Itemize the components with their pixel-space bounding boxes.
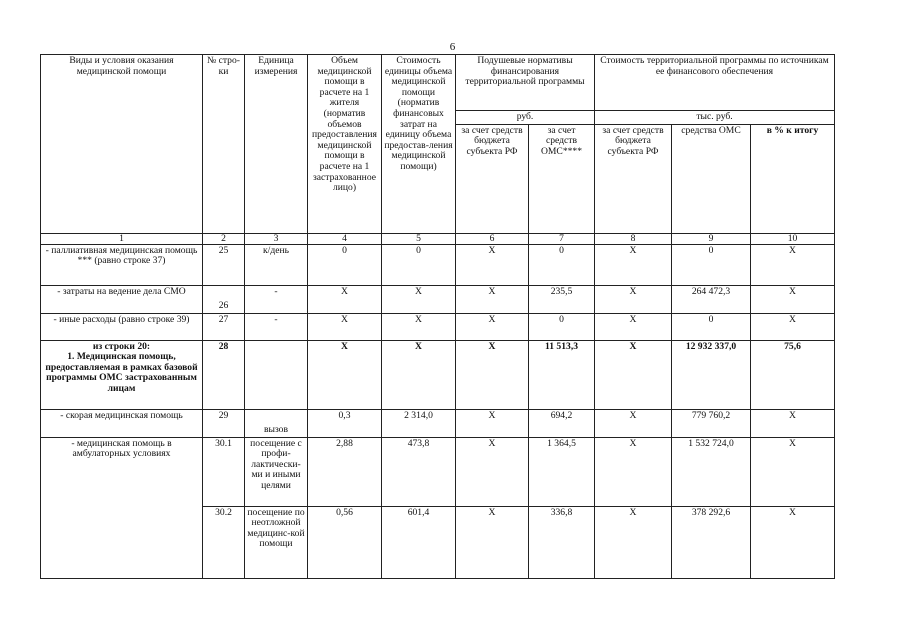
header-oms-rub: за счет средств ОМС**** [529, 124, 595, 233]
row-cost: 0 [382, 244, 456, 285]
row-unit [245, 340, 308, 409]
row-number: 30.1 [203, 437, 245, 506]
row-volume: 2,88 [308, 437, 382, 506]
row-volume: 0 [308, 244, 382, 285]
row-volume: 0,3 [308, 409, 382, 437]
row-percent: Х [751, 285, 835, 313]
row-kind: из строки 20: 1. Медицинская помощь, предоставляемая в рамках базовой программы ОМС застрахованным лицам [41, 340, 203, 409]
header-kind: Виды и условия оказания медицинской помощи [41, 55, 203, 234]
column-number: 3 [245, 233, 308, 244]
row-volume: Х [308, 313, 382, 340]
row-oms-total: 12 932 337,0 [672, 340, 751, 409]
row-volume: 0,56 [308, 506, 382, 578]
column-number: 2 [203, 233, 245, 244]
row-unit: посещение с профи-лактически-ми и иными целями [245, 437, 308, 506]
column-number: 6 [456, 233, 529, 244]
header-percapita-group: Подушевые нормативы финансирования территориальной программы [456, 55, 595, 111]
row-percent: Х [751, 437, 835, 506]
table-row [41, 340, 835, 409]
row-cost: 601,4 [382, 506, 456, 578]
row-percent: Х [751, 409, 835, 437]
row-oms-rub: 694,2 [529, 409, 595, 437]
table-row [41, 244, 835, 285]
row-kind: - медицинская помощь в амбулаторных условиях [41, 437, 203, 578]
row-budget-total: Х [595, 340, 672, 409]
row-budget-total: Х [595, 244, 672, 285]
row-oms-rub: 235,5 [529, 285, 595, 313]
row-budget-total: Х [595, 313, 672, 340]
column-number: 4 [308, 233, 382, 244]
row-kind: - затраты на ведение дела СМО [41, 285, 203, 313]
row-budget-rub: Х [456, 244, 529, 285]
row-budget-rub: Х [456, 409, 529, 437]
row-budget-total: Х [595, 285, 672, 313]
row-budget-total: Х [595, 409, 672, 437]
row-oms-rub: 0 [529, 244, 595, 285]
row-kind: - скорая медицинская помощь [41, 409, 203, 437]
header-budget-total: за счет средств бюджета субъекта РФ [595, 124, 672, 233]
row-oms-total: 0 [672, 313, 751, 340]
header-oms-total: средства ОМС [672, 124, 751, 233]
row-volume: Х [308, 285, 382, 313]
row-volume: Х [308, 340, 382, 409]
row-budget-rub: Х [456, 285, 529, 313]
row-oms-rub: 336,8 [529, 506, 595, 578]
row-cost: Х [382, 313, 456, 340]
row-oms-total: 264 472,3 [672, 285, 751, 313]
row-number: 28 [203, 340, 245, 409]
column-number: 8 [595, 233, 672, 244]
row-budget-rub: Х [456, 506, 529, 578]
row-budget-rub: Х [456, 437, 529, 506]
row-number: 27 [203, 313, 245, 340]
row-unit: посещение по неотложной медицинс-кой помощи [245, 506, 308, 578]
row-cost: 473,8 [382, 437, 456, 506]
table-row [41, 285, 835, 313]
header-cost: Стоимость единицы объема медицинской помощи (норматив финансовых затрат на единицу объема предостав-ления медицинской помощи) [382, 55, 456, 234]
row-budget-total: Х [595, 506, 672, 578]
header-percapita-unit: руб. [456, 111, 595, 125]
row-oms-rub: 11 513,3 [529, 340, 595, 409]
header-row-no: № стро-ки [203, 55, 245, 234]
row-cost: Х [382, 285, 456, 313]
header-unit: Единица измерения [245, 55, 308, 234]
header-total-unit: тыс. руб. [595, 111, 835, 125]
column-number: 9 [672, 233, 751, 244]
row-oms-rub: 0 [529, 313, 595, 340]
column-number: 7 [529, 233, 595, 244]
row-unit: - [245, 313, 308, 340]
row-kind: - иные расходы (равно строке 39) [41, 313, 203, 340]
row-unit: - [245, 285, 308, 313]
page-number: 6 [449, 41, 456, 53]
header-volume: Объем медицинской помощи в расчете на 1 жителя (норматив объемов предоставления медицинской помощи в расчете на 1 застрахованное лицо) [308, 55, 382, 234]
row-percent: Х [751, 313, 835, 340]
row-oms-total: 378 292,6 [672, 506, 751, 578]
row-percent: 75,6 [751, 340, 835, 409]
row-oms-total: 779 760,2 [672, 409, 751, 437]
header-budget-rub: за счет средств бюджета субъекта РФ [456, 124, 529, 233]
row-number: 25 [203, 244, 245, 285]
table-row [41, 437, 835, 506]
row-budget-rub: Х [456, 340, 529, 409]
column-number: 10 [751, 233, 835, 244]
row-cost: Х [382, 340, 456, 409]
row-budget-total: Х [595, 437, 672, 506]
header-percent: в % к итогу [751, 124, 835, 233]
row-unit: к/день [245, 244, 308, 285]
row-oms-rub: 1 364,5 [529, 437, 595, 506]
row-budget-rub: Х [456, 313, 529, 340]
row-number: 30.2 [203, 506, 245, 578]
header-total-group: Стоимость территориальной программы по источникам ее финансового обеспечения [595, 55, 835, 111]
row-kind: - паллиативная медицинская помощь *** (равно строке 37) [41, 244, 203, 285]
row-number: 29 [203, 409, 245, 437]
row-percent: Х [751, 506, 835, 578]
row-cost: 2 314,0 [382, 409, 456, 437]
row-oms-total: 0 [672, 244, 751, 285]
row-percent: Х [751, 244, 835, 285]
row-oms-total: 1 532 724,0 [672, 437, 751, 506]
table-row [41, 409, 835, 437]
row-unit: вызов [245, 409, 308, 437]
program-cost-table [40, 54, 835, 579]
column-number: 1 [41, 233, 203, 244]
row-number: 26 [203, 285, 245, 313]
table-row [41, 313, 835, 340]
column-number: 5 [382, 233, 456, 244]
